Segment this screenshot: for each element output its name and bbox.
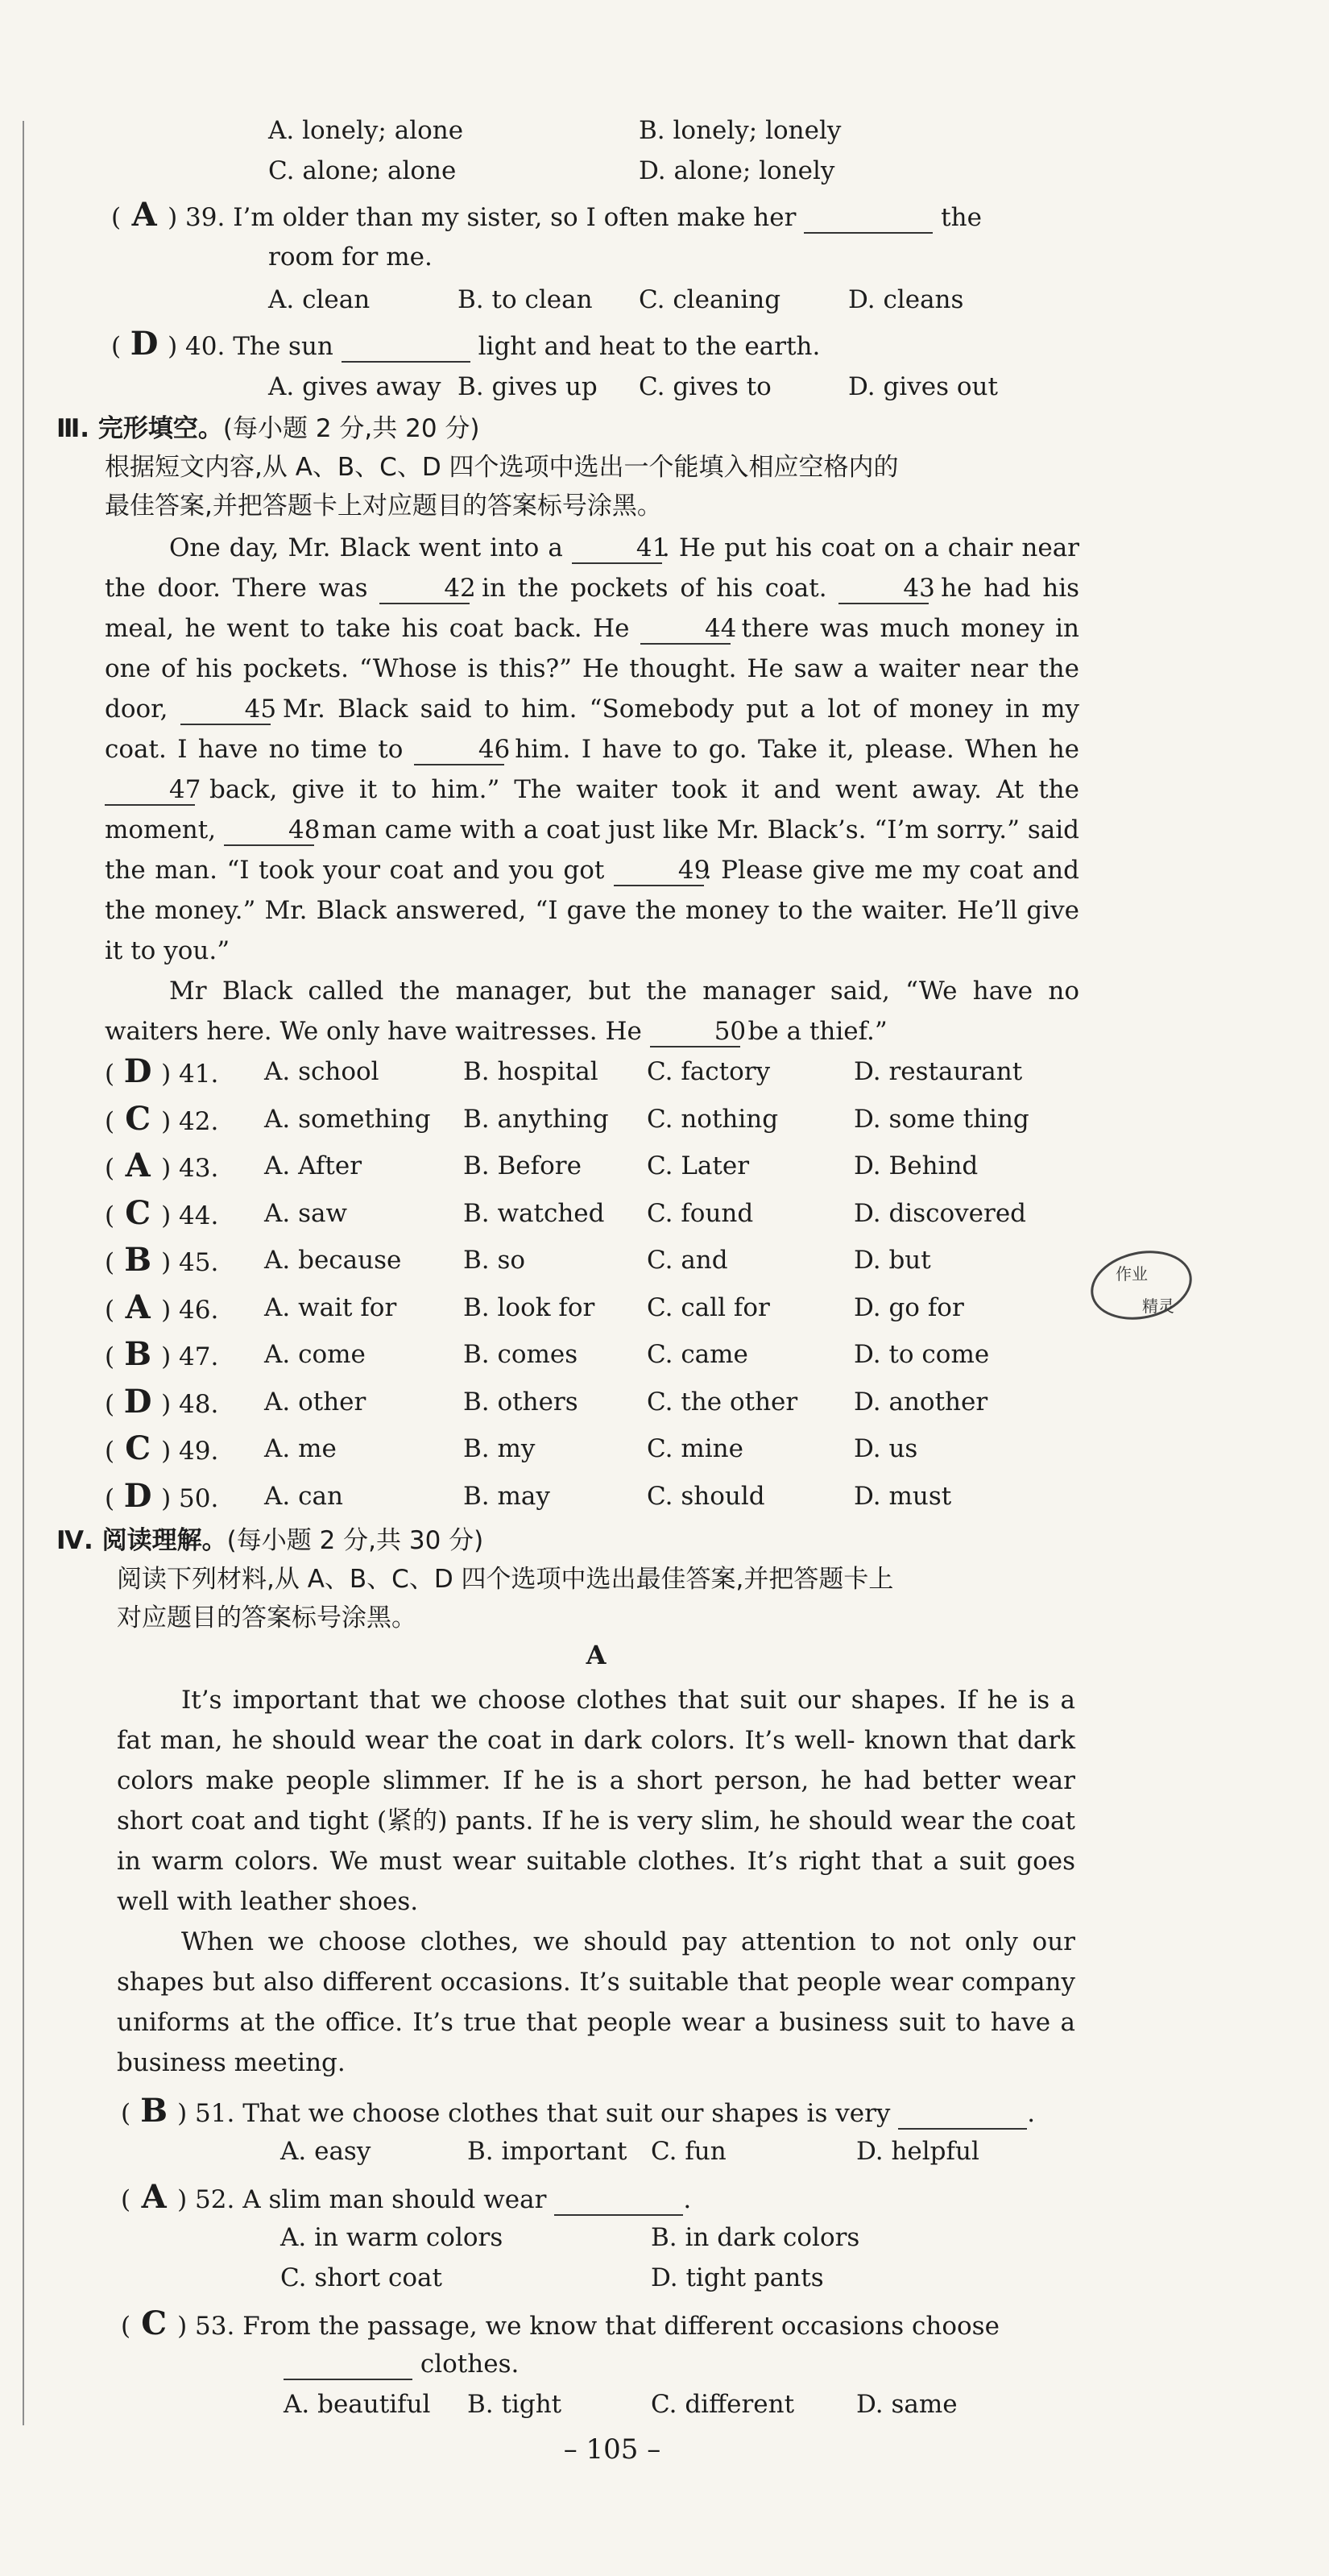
blank [342, 332, 470, 363]
cloze-option: D. some thing [854, 1104, 1029, 1134]
cloze-answer: D [123, 1052, 152, 1090]
answer-40: D [130, 325, 159, 363]
question-39-cont: room for me. [268, 243, 433, 272]
blank-41: 41 [572, 533, 662, 564]
cloze-question-row: ( D ) 50. [105, 1476, 219, 1515]
q52-option-d: D. tight pants [651, 2263, 824, 2292]
q53-option-b: B. tight [467, 2390, 562, 2419]
q40-option-a: A. gives away [268, 372, 441, 401]
cloze-answer: A [125, 1147, 151, 1184]
q51-option-b: B. important [467, 2137, 627, 2166]
cloze-option: B. anything [463, 1104, 609, 1134]
section-3-instruction-1: 根据短文内容,从 A、B、C、D 四个选项中选出一个能填入相应空格内的 [105, 453, 899, 482]
question-53: ( C ) 53. From the passage, we know that different occasions choose [121, 2304, 1000, 2342]
cloze-question-row: ( A ) 46. [105, 1288, 219, 1326]
cloze-option: D. another [854, 1387, 988, 1417]
q51-option-a: A. easy [280, 2137, 371, 2166]
cloze-option: D. discovered [854, 1198, 1027, 1228]
cloze-question-row: ( A ) 43. [105, 1147, 219, 1184]
q39-option-c: C. cleaning [639, 285, 781, 314]
cloze-option: C. mine [647, 1434, 743, 1463]
cloze-answer: D [123, 1476, 152, 1515]
blank-47: 47 [105, 775, 195, 806]
cloze-option: C. found [647, 1198, 754, 1228]
cloze-option: A. saw [264, 1198, 348, 1228]
cloze-option: B. so [463, 1246, 526, 1275]
answer-39: A [131, 196, 157, 234]
blank [554, 2185, 683, 2216]
cloze-question-row: ( D ) 48. [105, 1382, 219, 1421]
blank-45: 45 [180, 695, 271, 725]
q40-option-c: C. gives to [639, 372, 772, 401]
q51-option-d: D. helpful [856, 2137, 979, 2166]
answer-51: B [140, 2092, 168, 2130]
cloze-option: B. may [463, 1481, 550, 1511]
q38-option-a: A. lonely; alone [268, 116, 464, 145]
cloze-question-row: ( C ) 42. [105, 1099, 219, 1138]
cloze-question-row: ( B ) 47. [105, 1335, 219, 1373]
cloze-question-row: ( D ) 41. [105, 1052, 219, 1090]
cloze-option: C. and [647, 1246, 728, 1275]
cloze-option: B. look for [463, 1292, 595, 1322]
cloze-option: C. factory [647, 1057, 771, 1086]
blank-42: 42 [379, 574, 470, 604]
cloze-passage: One day, Mr. Black went into a 41. He put his coat on a chair near the door. There was 42 in the pockets of his coat. 43 he had his meal, he went to take his coat back. He 44 there was much money in one of his pockets. “Whose is this?” He thought. He saw a waiter near the door, 45 Mr. Black said to him. “Somebody put a lot of money in my coat. I have no time to 46 him. I have to go. Take it, please. When he 47 back, give it to him.” The waiter took it and went away. At the moment, 48 man came with a coat just like Mr. Black’s. “I’m sorry.” said the man. “I took your coat and you got 49. Please give me my coat and the money.” Mr. Black answered, “I gave the money to the waiter. He’ll give it to you.” [105, 533, 1080, 965]
cloze-option: A. because [264, 1246, 402, 1275]
blank-48: 48 [224, 815, 314, 846]
blank [898, 2099, 1027, 2130]
cloze-option: B. others [463, 1387, 578, 1417]
page-number: – 105 – [563, 2433, 661, 2466]
question-39: ( A ) 39. I’m older than my sister, so I often make her the [111, 196, 982, 234]
cloze-option: A. can [264, 1481, 343, 1511]
cloze-answer: B [124, 1241, 152, 1279]
blank [284, 2350, 412, 2380]
cloze-answer: A [125, 1288, 151, 1326]
section-3-heading: Ⅲ. 完形填空。(每小题 2 分,共 20 分) [56, 414, 480, 443]
cloze-question-row: ( C ) 49. [105, 1429, 219, 1467]
question-52: ( A ) 52. A slim man should wear . [121, 2178, 692, 2216]
blank-49: 49 [614, 856, 704, 886]
answer-53: C [141, 2304, 168, 2342]
cloze-option: B. hospital [463, 1057, 598, 1086]
cloze-option: B. my [463, 1434, 536, 1463]
margin-line [23, 121, 24, 2425]
q38-option-b: B. lonely; lonely [639, 116, 842, 145]
q40-option-d: D. gives out [848, 372, 998, 401]
section-4-instruction-2: 对应题目的答案标号涂黑。 [117, 1603, 416, 1632]
cloze-answer: B [124, 1335, 152, 1373]
cloze-option: D. to come [854, 1340, 990, 1369]
cloze-option: A. school [264, 1057, 379, 1086]
q39-option-d: D. cleans [848, 285, 964, 314]
section-4-heading: Ⅳ. 阅读理解。(每小题 2 分,共 30 分) [56, 1526, 484, 1555]
cloze-option: B. comes [463, 1340, 578, 1369]
cloze-option: D. go for [854, 1292, 964, 1322]
q39-option-b: B. to clean [457, 285, 593, 314]
cloze-option: B. watched [463, 1198, 605, 1228]
q53-option-c: C. different [651, 2390, 795, 2419]
cloze-option: D. us [854, 1434, 918, 1463]
cloze-option: A. something [264, 1104, 431, 1134]
cloze-option: A. wait for [264, 1292, 397, 1322]
cloze-answer: D [123, 1382, 152, 1421]
cloze-option: C. the other [647, 1387, 798, 1417]
q40-option-b: B. gives up [457, 372, 598, 401]
q39-option-a: A. clean [268, 285, 371, 314]
cloze-answer: C [125, 1099, 151, 1138]
cloze-option: D. Behind [854, 1151, 979, 1180]
stamp-text-1: 作业 [1116, 1264, 1148, 1284]
q38-option-d: D. alone; lonely [639, 156, 835, 185]
cloze-option: C. came [647, 1340, 748, 1369]
passage-title: A [586, 1640, 607, 1670]
answer-52: A [141, 2178, 167, 2216]
blank-46: 46 [414, 735, 504, 765]
blank-50: 50 [650, 1017, 740, 1047]
q52-option-c: C. short coat [280, 2263, 442, 2292]
q53-option-a: A. beautiful [284, 2390, 431, 2419]
cloze-option: A. me [264, 1434, 337, 1463]
cloze-option: C. Later [647, 1151, 750, 1180]
cloze-answer: C [125, 1193, 151, 1232]
question-51: ( B ) 51. That we choose clothes that suit our shapes is very . [121, 2092, 1036, 2130]
question-53-cont: clothes. [284, 2346, 519, 2382]
question-40: ( D ) 40. The sun light and heat to the earth. [111, 325, 821, 363]
cloze-passage-2: Mr Black called the manager, but the manager said, “We have no waiters here. We only have waitresses. He 50 be a thief.” [105, 977, 1079, 1046]
cloze-option: C. call for [647, 1292, 770, 1322]
cloze-option: A. come [264, 1340, 366, 1369]
cloze-option: C. should [647, 1481, 765, 1511]
stamp-text-2: 精灵 [1142, 1296, 1174, 1316]
cloze-option: B. Before [463, 1151, 582, 1180]
cloze-question-row: ( B ) 45. [105, 1241, 219, 1279]
q53-option-d: D. same [856, 2390, 958, 2419]
cloze-option: C. nothing [647, 1104, 779, 1134]
reading-passage-2: When we choose clothes, we should pay attention to not only our shapes but also different occasions. It’s suitable that people wear company uniforms at the office. It’s true that people wear a business suit to have a business meeting. [117, 1927, 1075, 2077]
q51-option-c: C. fun [651, 2137, 727, 2166]
homework-stamp-logo [1087, 1241, 1196, 1329]
blank-44: 44 [640, 614, 731, 645]
q38-option-c: C. alone; alone [268, 156, 457, 185]
cloze-option: D. restaurant [854, 1057, 1023, 1086]
cloze-option: A. After [264, 1151, 362, 1180]
cloze-question-row: ( C ) 44. [105, 1193, 219, 1232]
q52-option-b: B. in dark colors [651, 2223, 860, 2252]
cloze-option: D. must [854, 1481, 952, 1511]
cloze-answer: C [125, 1429, 151, 1467]
blank-43: 43 [838, 574, 929, 604]
reading-passage-1: It’s important that we choose clothes that suit our shapes. If he is a fat man, he should wear the coat in dark colors. It’s well- known that dark colors make people slimmer. If he is a short person, he had better wear short coat and tight (紧的) pants. If he is very slim, he should wear the coat in warm colors. We must wear suitable clothes. It’s right that a suit goes well with leather shoes. [117, 1686, 1075, 1916]
section-4-instruction-1: 阅读下列材料,从 A、B、C、D 四个选项中选出最佳答案,并把答题卡上 [117, 1565, 894, 1594]
blank [804, 203, 933, 234]
cloze-option: D. but [854, 1246, 931, 1275]
q52-option-a: A. in warm colors [280, 2223, 503, 2252]
section-3-instruction-2: 最佳答案,并把答题卡上对应题目的答案标号涂黑。 [105, 492, 662, 521]
cloze-option: A. other [264, 1387, 366, 1417]
